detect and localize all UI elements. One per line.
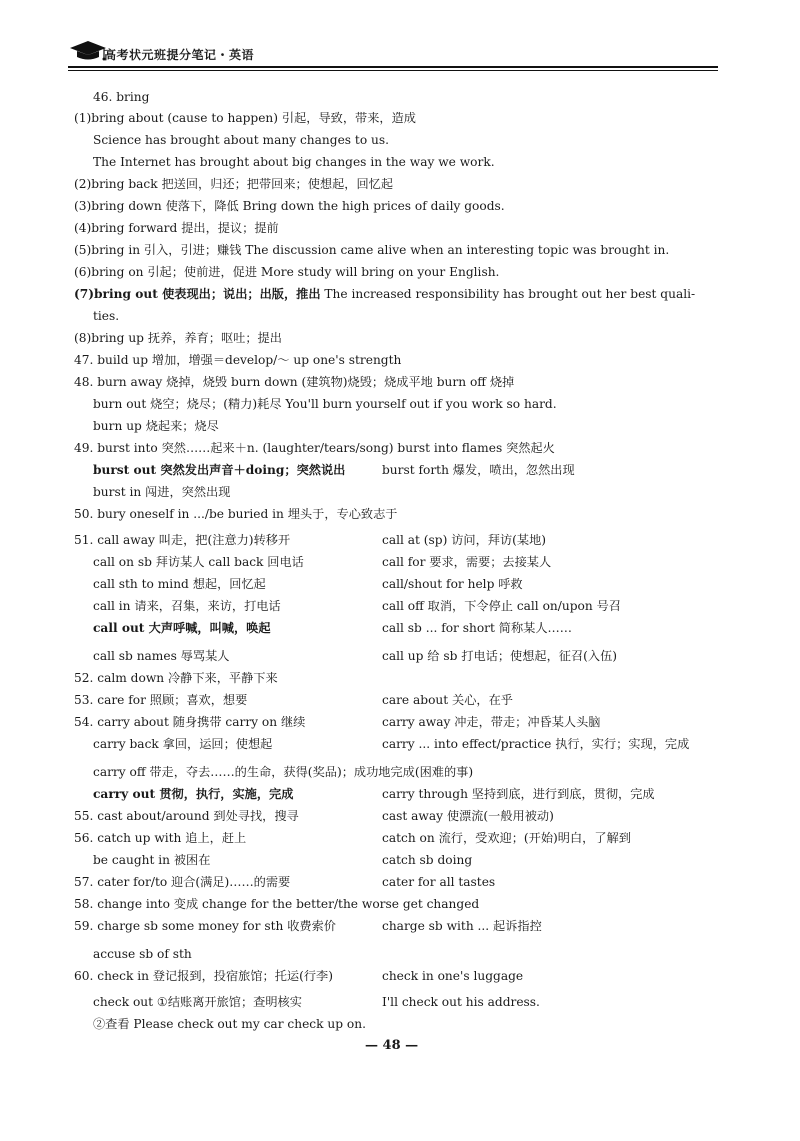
text-line: accuse sb of sth [93,947,192,961]
text-line: 60. check in 登记报到，投宿旅馆；托运(行李) [74,969,333,983]
text-line: catch on 流行，受欢迎；(开始)明白，了解到 [382,831,631,845]
text-line: (8)bring up 抚养，养育；呕吐；提出 [74,331,282,345]
text-line: 53. care for 照顾；喜欢，想要 [74,693,248,707]
text-line: call sb names 辱骂某人 [93,649,230,663]
text-line: (5)bring in 引入，引进；赚钱 The discussion came alive when an interesting topic was brought in. [74,243,670,257]
text-line: 52. calm down 冷静下来，平静下来 [74,671,278,685]
text-line: call/shout for help 呼救 [382,577,523,591]
text-line: burst forth 爆发，喷出，忽然出现 [382,463,575,477]
text-line: cast away 使漂流(一般用被动) [382,809,554,823]
text-line: (4)bring forward 提出，提议；提前 [74,221,279,235]
text-line: call for 要求，需要；去接某人 [382,555,552,569]
text-line: call sth to mind 想起，回忆起 [93,577,266,591]
text-line: check in one's luggage [382,969,524,983]
text-line: care about 关心，在乎 [382,693,513,707]
text-line: ②查看 Please check out my car check up on. [93,1017,366,1031]
text-line: call off 取消，下令停止 call on/upon 号召 [382,599,621,613]
text-line: carry out 贯彻，执行，实施，完成 [93,787,294,801]
text-line: 49. burst into 突然……起来＋n. (laughter/tears/song) burst into flames 突然起火 [74,441,555,455]
text-line: 50. bury oneself in .../be buried in 埋头于，专心致志于 [74,507,398,521]
text-line: 51. call away 叫走，把(注意力)转移开 [74,533,291,547]
text-line: be caught in 被困在 [93,853,211,867]
text-line: I'll check out his address. [382,995,540,1009]
text-line: catch sb doing [382,853,473,867]
text-line: 47. build up 增加，增强＝develop/～ up one's strength [74,353,402,367]
text-line: call sb ... for short 简称某人…… [382,621,572,635]
text-line: carry off 带走，夺去……的生命，获得(奖品)；成功地完成(困难的事) [93,765,474,779]
text-line: 48. burn away 烧掉，烧毁 burn down (建筑物)烧毁；烧成平地 burn off 烧掉 [74,375,515,389]
page-number: — 48 — [365,1038,419,1053]
text-line: check out ①结账离开旅馆；查明核实 [93,995,302,1009]
text-line: The Internet has brought about big changes in the way we work. [93,155,495,169]
text-line: carry through 坚持到底，进行到底，贯彻，完成 [382,787,655,801]
text-line: 57. cater for/to 迎合(满足)……的需要 [74,875,291,889]
text-line: 55. cast about/around 到处寻找，搜寻 [74,809,299,823]
text-line: Science has brought about many changes to us. [93,133,390,147]
text-line: call in 请来，召集，来访，打电话 [93,599,281,613]
text-line: burst in 闯进，突然出现 [93,485,231,499]
text-line: 58. change into 变成 change for the better/the worse get changed [74,897,480,911]
text-line: burn out 烧空；烧尽；(精力)耗尽 You'll burn yourself out if you work so hard. [93,397,557,411]
text-line: cater for all tastes [382,875,496,889]
text-line: charge sb with ... 起诉指控 [382,919,542,933]
text-line: call out 大声呼喊，叫喊，唤起 [93,621,271,635]
text-line: 56. catch up with 追上，赶上 [74,831,247,845]
text-line: 46. bring [93,90,150,104]
text-line: call on sb 拜访某人 call back 回电话 [93,555,304,569]
text-line: ties. [93,309,120,323]
text-line: carry ... into effect/practice 执行，实行；实现，完成 [382,737,690,751]
text-line: (6)bring on 引起；使前进，促进 More study will bring on your English. [74,265,500,279]
text-line: (3)bring down 使落下，降低 Bring down the high prices of daily goods. [74,199,505,213]
text-line: burn up 烧起来；烧尽 [93,419,219,433]
text-line: (1)bring about (cause to happen) 引起，导致，带来，造成 [74,111,416,125]
text-line: carry back 拿回，运回；使想起 [93,737,273,751]
text-line: (2)bring back 把送回，归还；把带回来；使想起，回忆起 [74,177,394,191]
text-line: carry away 冲走，带走；冲昏某人头脑 [382,715,601,729]
header-title: 高考状元班提分笔记・英语 [104,48,255,62]
text-line: call up 给 sb 打电话；使想起，征召(入伍) [382,649,618,663]
text-line: 54. carry about 随身携带 carry on 继续 [74,715,306,729]
text-line: (7)bring out 使表现出；说出；出版，推出 The increased responsibility has brought out her best quali- [74,287,696,301]
text-line: burst out 突然发出声音＋doing；突然说出 [93,463,346,477]
text-line: call at (sp) 访问，拜访(某地) [382,533,547,547]
text-line: 59. charge sb some money for sth 收费索价 [74,919,336,933]
